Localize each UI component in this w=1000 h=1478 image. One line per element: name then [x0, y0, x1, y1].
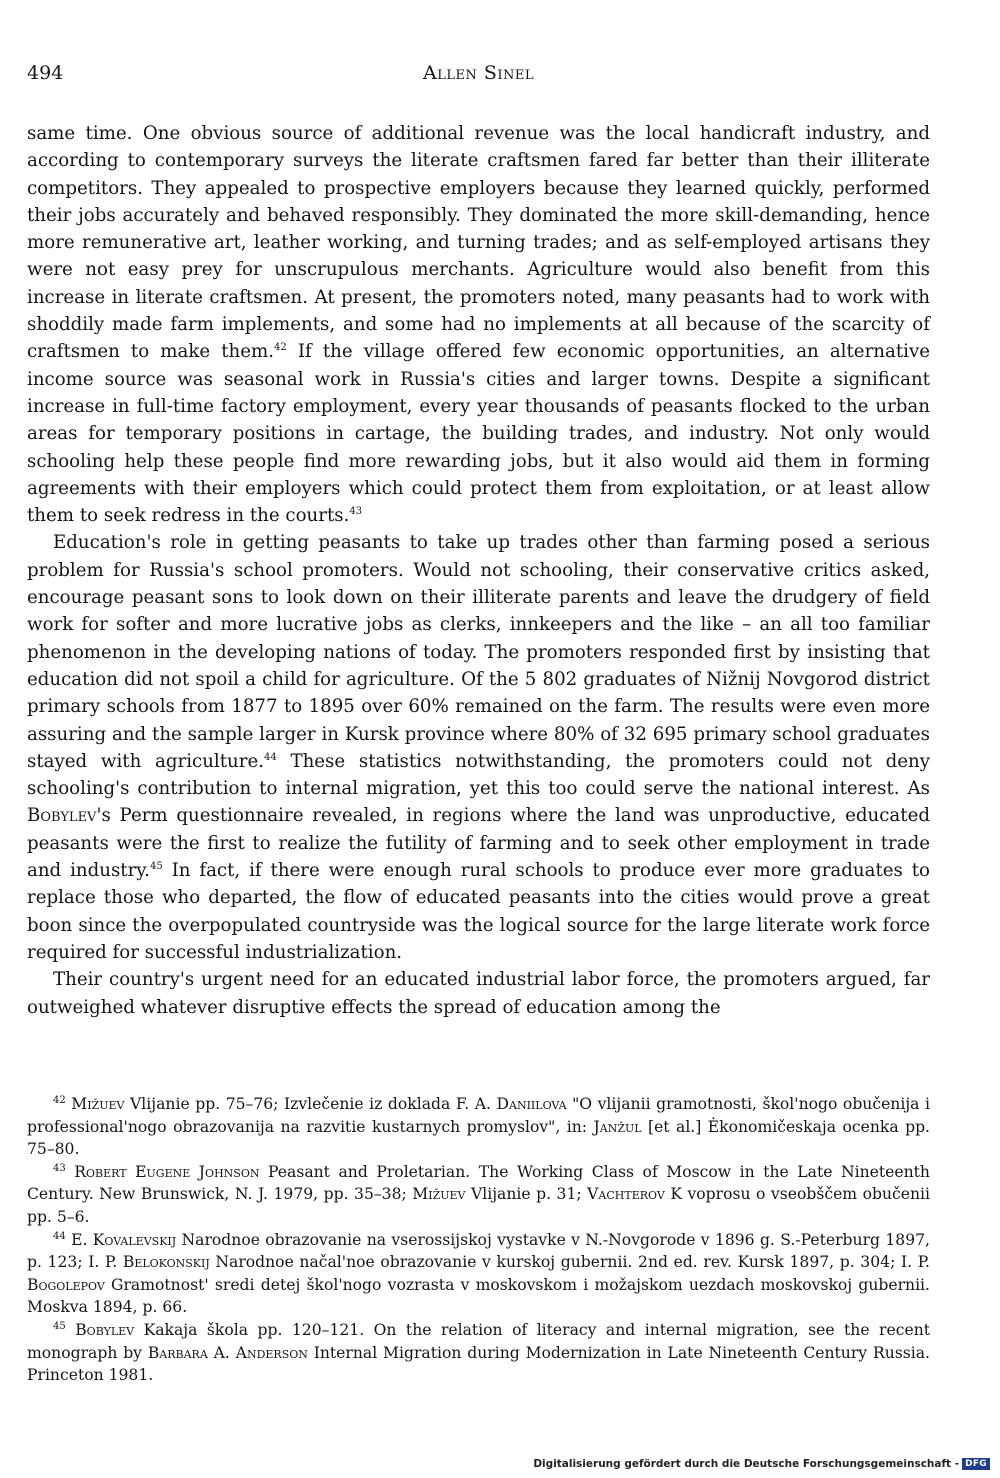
paragraph-2-text-c: 's Perm questionnaire revealed, in regions where the land was unproductive, educated peasants were the first to realize the futility of farming and to seek other employment in trade and industry. — [27, 805, 930, 882]
paragraph-2-text-a: Education's role in getting peasants to take up trades other than farming posed a serious problem for Russia's school promoters. Would not schooling, their conservative critics asked, encourage peasant sons to look down on their illiterate parents and leave the drudgery of field work for softer and more lucrative jobs as clerks, innkeepers and the like – an all too familiar phenomenon in the developing nations of today. The promoters responded first by insisting that education did not spoil a child for agriculture. Of the 5 802 graduates of Nižnij Novgorod district primary schools from 1877 to 1895 over 60% remained on the farm. The results were even more assuring and the sample larger in Kursk province where 80% of 32 695 primary school graduates stayed with agriculture. — [27, 532, 930, 772]
footnote-43 — [27, 1161, 930, 1229]
footnote-ref-44: 44 — [264, 751, 277, 763]
footnote-number: 44 — [53, 1230, 66, 1242]
footnote-45 — [27, 1319, 930, 1387]
footnote-text: Vlijanie pp. 75–76; Izvlečenie iz doklada F. A. — [124, 1095, 497, 1113]
footnote-text: Kakaja škola pp. 120–121. On the relation of literacy and internal migration, see the recent monograph by — [27, 1320, 931, 1362]
footnote-ref-43: 43 — [349, 506, 363, 518]
footnote-text: "O vlijanii gramotnosti, škol'nogo obučenija i professional'nogo obrazovanija na razvitie kustarnych promyslov", in: — [27, 1095, 931, 1136]
paragraph-1-text-b: If the village offered few economic opportunities, an alternative income source was seasonal work in Russia's cities and larger towns. Despite a significant increase in full-time factory employment, every year thousands of peasants flocked to the urban areas for temporary positions in cartage, the building trades, and industry. Not only would schooling help these people find more rewarding jobs, but it also would aid them in forming agreements with their employers which could protect them from exploitation, or at least allow them to seek redress in the courts. — [27, 341, 930, 527]
footnote-author: Vachterov — [587, 1185, 665, 1204]
footnote-number: 45 — [53, 1320, 66, 1332]
footnote-author: Daniilova — [496, 1095, 567, 1113]
footnote-text: [et al.] Ėkonomičeskaja ocenka pp. 75–80. — [27, 1117, 931, 1159]
footnote-author: Bogolepov — [27, 1275, 105, 1294]
footnote-author: E. Kovalevskij — [71, 1230, 177, 1249]
digitization-credit — [533, 1458, 990, 1470]
footnote-author: Mižuev — [412, 1185, 466, 1204]
footnote-text: Narodnoe načal'noe obrazovanie v kurskoj gubernii. 2nd ed. rev. Kursk 1897, p. 304; I. P. — [209, 1253, 930, 1272]
footnote-text: Peasant and Proletarian. The Working Class of Moscow in the Late Nineteenth Century. New Brunswick, N. J. 1979, pp. 35–38; — [27, 1162, 930, 1204]
running-head-author: Allen Sinel — [422, 62, 535, 84]
body-text — [27, 120, 930, 1021]
footnote-author: Mižuev — [71, 1095, 125, 1113]
author-name-bobylev: Bobylev — [27, 805, 97, 827]
paragraph-2-text-b: These statistics notwithstanding, the promoters could not deny schooling's contribution to internal migration, yet this too could serve the national interest. As — [27, 750, 930, 800]
paragraph-3: Their country's urgent need for an educated industrial labor force, the promoters argued, far outweighed whatever disruptive effects the spread of education among the — [27, 969, 930, 1018]
credit-text: Digitalisierung gefördert durch die Deutsche Forschungsgemeinschaft - — [533, 1458, 960, 1470]
footnote-ref-42: 42 — [274, 342, 287, 354]
running-head — [27, 62, 930, 92]
page-number: 494 — [27, 62, 64, 84]
footnote-text: K voprosu o vseobščem obučenii pp. 5–6. — [27, 1185, 930, 1226]
footnote-author: Robert Eugene Johnson — [74, 1162, 260, 1181]
footnote-author: Bobylev — [75, 1320, 135, 1339]
footnote-number: 43 — [53, 1162, 66, 1174]
footnote-author: Barbara A. Anderson — [147, 1343, 308, 1362]
footnote-text: Narodnoe obrazovanie na vserossijskoj vystavke v N.-Novgorode v 1896 g. S.-Peterburg 1897, p. 123; I. P. — [27, 1230, 930, 1272]
dfg-logo: DFG — [962, 1458, 990, 1470]
footnote-44 — [27, 1229, 930, 1319]
paragraph-2-text-d: In fact, if there were enough rural schools to produce ever more graduates to replace those who departed, the flow of educated peasants into the cities would prove a great boon since the overpopulated countryside was the logical source for the large literate work force required for successful industrialization. — [27, 860, 930, 963]
footnote-ref-45: 45 — [149, 860, 163, 872]
footnote-text: Vlijanie p. 31; — [465, 1185, 588, 1204]
footnote-text: Gramotnost' sredi detej škol'nogo vozrasta v moskovskom i možajskom uezdach moskovskoj gubernii. Moskva 1894, p. 66. — [27, 1275, 930, 1317]
footnote-author: Belokonskij — [122, 1253, 210, 1272]
footnote-number: 42 — [53, 1094, 66, 1106]
footnote-text: Internal Migration during Modernization in Late Nineteenth Century Russia. Princeton 1981. — [27, 1343, 930, 1385]
footnote-author: Janžul — [593, 1117, 642, 1136]
footnote-42 — [27, 1093, 930, 1161]
paragraph-2 — [27, 529, 930, 966]
footnotes — [27, 1093, 930, 1387]
paragraph-1-text-a: same time. One obvious source of additional revenue was the local handicraft industry, and according to contemporary surveys the literate craftsmen fared far better than their illiterate competitors. They appealed to prospective employers because they learned quickly, performed their jobs accurately and behaved responsibly. They dominated the more skill-demanding, hence more remunerative art, leather working, and turning trades; and as self-employed artisans they were not easy prey for unscrupulous merchants. Agriculture would also benefit from this increase in literate craftsmen. At present, the promoters noted, many peasants had to work with shoddily made farm implements, and some had no implements at all because of the scarcity of craftsmen to make them. — [27, 123, 930, 363]
paragraph-1 — [27, 120, 930, 529]
